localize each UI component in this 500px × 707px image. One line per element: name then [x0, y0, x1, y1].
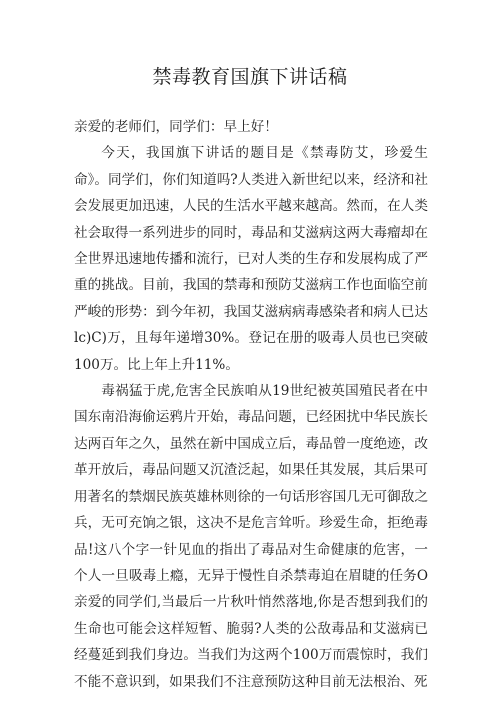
- salutation: 亲爱的老师们，同学们：早上好！: [74, 119, 278, 135]
- document-body: [74, 114, 428, 695]
- body-paragraph: 毒祸猛于虎,危害全民族咱从19世纪被英国殖民者在中国东南沿海偷运鸦片开始，毒品问题，已经困扰中华民族长达两百年之久，虽然在新中国成立后，毒品曾一度绝迹，改革开放后，毒品问题又沉渣泛起，如果任其发展，其后果可用著名的禁烟民族英雄林则徐的一句话形容国几无可御敌之兵，无可充饷之银，这决不是危言耸听。珍爱生命，拒绝毒品!这八个字一针见血的指出了毒品对生命健康的危害，一个人一旦吸毒上瘾，无异于慢性自杀禁毒迫在眉睫的任务O亲爱的同学们,当最后一片秋叶悄然落地,你是否想到我们的生命也可能会这样短暂、脆弱?人类的公敌毒品和艾滋病已经蔓延到我们身边。当我们为这两个100万而震惊时，我们不能不意识到，如果我们不注意预防这种目前无法根治、死: [74, 383, 428, 690]
- body-paragraph: 今天，我国旗下讲话的题目是《禁毒防艾，珍爱生命》。同学们，你们知道吗?人类进入新世纪以来，经济和社会发展更加迅速，人民的生活水平越来越高。然而，在人类社会取得一系列进步的同时，毒品和艾滋病这两大毒瘤却在全世界迅速地传播和流行，已对人类的生存和发展构成了严重的挑战。目前，我国的禁毒和预防艾滋病工作也面临空前严峻的形势：到今年初，我国艾滋病病毒感染者和病人已达lc)C)万，且每年递增30%。登记在册的吸毒人员也已突破100万。比上年上升11%。: [74, 145, 428, 373]
- document-title: 禁毒教育国旗下讲话稿: [152, 66, 348, 88]
